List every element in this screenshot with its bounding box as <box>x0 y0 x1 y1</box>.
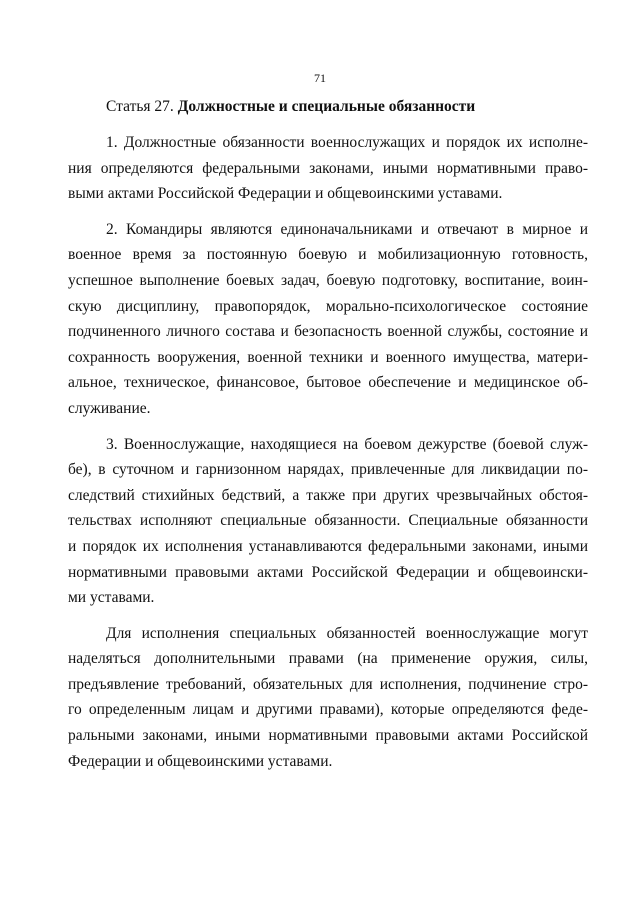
text-line: тельствах исполняют специальные обязанности. Специальные обязанности <box>68 512 588 530</box>
paragraph-1 <box>68 130 588 207</box>
text-line: военное время за постоянную боевую и мобилизационную готовность, <box>68 246 588 264</box>
text-line: 2. Командиры являются единоначальниками и отвечают в мирное и <box>106 220 588 238</box>
text-line: Федерации и общевоинскими уставами. <box>68 752 333 770</box>
text-line: успешное выполнение боевых задач, боевую подготовку, воспитание, воин- <box>68 271 588 289</box>
text-line: го определенным лицам и другими правами), которые определяются феде- <box>68 701 588 719</box>
text-line: скую дисциплину, правопорядок, морально-психологическое состояние <box>68 297 588 315</box>
paragraph-spacing <box>68 422 588 432</box>
paragraph-4 <box>68 621 588 775</box>
text-line: Для исполнения специальных обязанностей военнослужащие могут <box>106 624 588 642</box>
text-line: ния определяются федеральными законами, иными нормативными право- <box>68 159 588 177</box>
text-line: предъявление требований, обязательных для исполнения, подчинение стро- <box>68 675 588 693</box>
article-label: Статья 27. <box>106 98 174 115</box>
paragraph-spacing <box>68 207 588 217</box>
text-line: служивание. <box>68 399 151 417</box>
text-line: нормативными правовыми актами Российской Федерации и общевоински- <box>68 563 588 581</box>
article-body <box>68 130 588 774</box>
article-title: Должностные и специальные обязанности <box>177 98 476 115</box>
text-line: ми уставами. <box>68 589 155 607</box>
paragraph-2 <box>68 217 588 422</box>
text-line: сохранность вооружения, военной техники и военного имущества, матери- <box>68 348 588 366</box>
text-line: ральными законами, иными нормативными правовыми актами Российской <box>68 727 588 745</box>
text-line: наделяться дополнительными правами (на применение оружия, силы, <box>68 650 588 668</box>
text-line: 1. Должностные обязанности военнослужащих и порядок их исполне- <box>106 134 588 151</box>
text-line: альное, техническое, финансовое, бытовое обеспечение и медицинское об- <box>68 374 588 392</box>
text-line: бе), в суточном и гарнизонном нарядах, привлеченные для ликвидации по- <box>68 461 588 479</box>
paragraph-3 <box>68 432 588 611</box>
text-line: подчиненного личного состава и безопасность военной службы, состояние и <box>68 323 588 341</box>
text-line: выми актами Российской Федерации и общевоинскими уставами. <box>68 185 503 203</box>
article-heading <box>106 97 475 117</box>
paragraph-spacing <box>68 611 588 621</box>
page-number: 71 <box>314 71 326 85</box>
text-line: и порядок их исполнения устанавливаются федеральными законами, иными <box>68 537 588 555</box>
text-line: 3. Военнослужащие, находящиеся на боевом дежурстве (боевой служ- <box>106 435 588 453</box>
text-line: следствий стихийных бедствий, а также при других чрезвычайных обстоя- <box>68 486 588 504</box>
